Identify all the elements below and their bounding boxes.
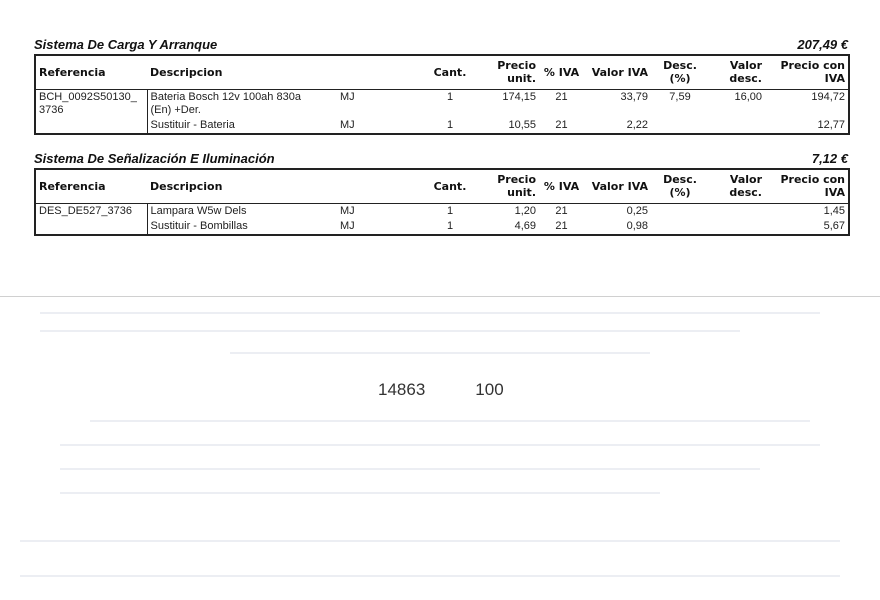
row-unit: MJ <box>340 219 355 232</box>
table-row <box>35 89 849 118</box>
row-descripcion: Sustituir - Bateria <box>150 118 235 131</box>
col-descripcion: Descripcion <box>147 55 337 89</box>
row-precio: 4,69 <box>514 219 536 232</box>
col-desc-pct: Desc. (%) <box>651 55 709 89</box>
items-table <box>34 54 850 135</box>
col-precio-unit: Precio unit. <box>481 169 539 203</box>
row-desc-pct <box>651 118 709 134</box>
col-referencia: Referencia <box>35 169 147 203</box>
section-total: 207,49 € <box>797 37 848 52</box>
row-desc-pct: 7,59 <box>669 90 691 103</box>
stamp-codes <box>378 380 504 400</box>
row-precio-iva: 12,77 <box>817 118 845 131</box>
row-desc-pct <box>651 203 709 219</box>
row-valor-desc <box>709 219 765 235</box>
row-cant: 1 <box>446 90 454 103</box>
section-senalizacion-iluminacion <box>34 150 848 236</box>
row-descripcion: Sustituir - Bombillas <box>150 219 248 232</box>
ghost-text-line <box>60 444 820 446</box>
section-total: 7,12 € <box>811 151 848 166</box>
ghost-text-line <box>90 420 810 422</box>
ghost-text-line <box>40 312 820 314</box>
table-row <box>35 219 849 235</box>
row-valor-desc: 16,00 <box>734 90 762 103</box>
row-valor-desc <box>709 118 765 134</box>
section-title: Sistema De Carga Y Arranque <box>34 37 218 52</box>
col-precio-unit: Precio unit. <box>481 55 539 89</box>
row-precio: 10,55 <box>508 118 536 131</box>
scan-fold-line <box>0 296 880 297</box>
col-valor-iva: Valor IVA <box>584 169 651 203</box>
row-valor-iva: 2,22 <box>626 118 648 131</box>
section-header <box>34 150 848 166</box>
row-iva-pct: 21 <box>555 219 568 232</box>
row-valor-iva: 0,98 <box>626 219 648 232</box>
row-iva-pct: 21 <box>555 90 568 103</box>
row-precio-iva: 5,67 <box>823 219 845 232</box>
row-unit: MJ <box>340 204 355 217</box>
row-valor-iva: 0,25 <box>626 204 648 217</box>
row-unit: MJ <box>340 90 355 103</box>
row-referencia <box>35 118 147 134</box>
col-valor-desc: Valor desc. <box>709 55 765 89</box>
row-unit: MJ <box>340 118 355 131</box>
ghost-text-line <box>40 330 740 332</box>
row-precio: 174,15 <box>502 90 536 103</box>
ghost-text-line <box>60 468 760 470</box>
section-carga-arranque <box>34 36 848 135</box>
table-row <box>35 118 849 134</box>
col-referencia: Referencia <box>35 55 147 89</box>
row-precio-iva: 1,45 <box>823 204 845 217</box>
col-pct-iva: % IVA <box>539 169 584 203</box>
col-desc-pct: Desc. (%) <box>651 169 709 203</box>
row-precio-iva: 194,72 <box>811 90 845 103</box>
col-precio-con-iva: Precio con IVA <box>765 55 849 89</box>
code-a: 14863 <box>378 380 426 399</box>
ghost-text-line <box>20 575 840 577</box>
col-pct-iva: % IVA <box>539 55 584 89</box>
col-descripcion: Descripcion <box>147 169 337 203</box>
section-title: Sistema De Señalización E Iluminación <box>34 151 275 166</box>
row-descripcion: Lampara W5w Dels <box>150 204 247 217</box>
items-table <box>34 168 850 236</box>
row-descripcion: Bateria Bosch 12v 100ah 830a (En) +Der. <box>150 90 301 116</box>
row-desc-pct <box>651 219 709 235</box>
ghost-text-line <box>20 540 840 542</box>
col-cant: Cant. <box>419 55 481 89</box>
table-row <box>35 203 849 219</box>
col-precio-con-iva: Precio con IVA <box>765 169 849 203</box>
row-cant: 1 <box>446 219 454 232</box>
col-cant: Cant. <box>419 169 481 203</box>
ghost-text-line <box>60 492 660 494</box>
row-valor-desc <box>709 203 765 219</box>
row-cant: 1 <box>446 204 454 217</box>
code-b: 100 <box>475 380 504 399</box>
row-referencia <box>35 219 147 235</box>
row-cant: 1 <box>446 118 454 131</box>
col-valor-iva: Valor IVA <box>584 55 651 89</box>
section-header <box>34 36 848 52</box>
ghost-text-line <box>230 352 650 354</box>
col-valor-desc: Valor desc. <box>709 169 765 203</box>
row-precio: 1,20 <box>514 204 536 217</box>
row-iva-pct: 21 <box>555 204 568 217</box>
row-referencia: BCH_0092S50130_ 3736 <box>35 89 147 118</box>
row-referencia: DES_DE527_3736 <box>35 203 147 219</box>
row-iva-pct: 21 <box>555 118 568 131</box>
row-valor-iva: 33,79 <box>620 90 648 103</box>
